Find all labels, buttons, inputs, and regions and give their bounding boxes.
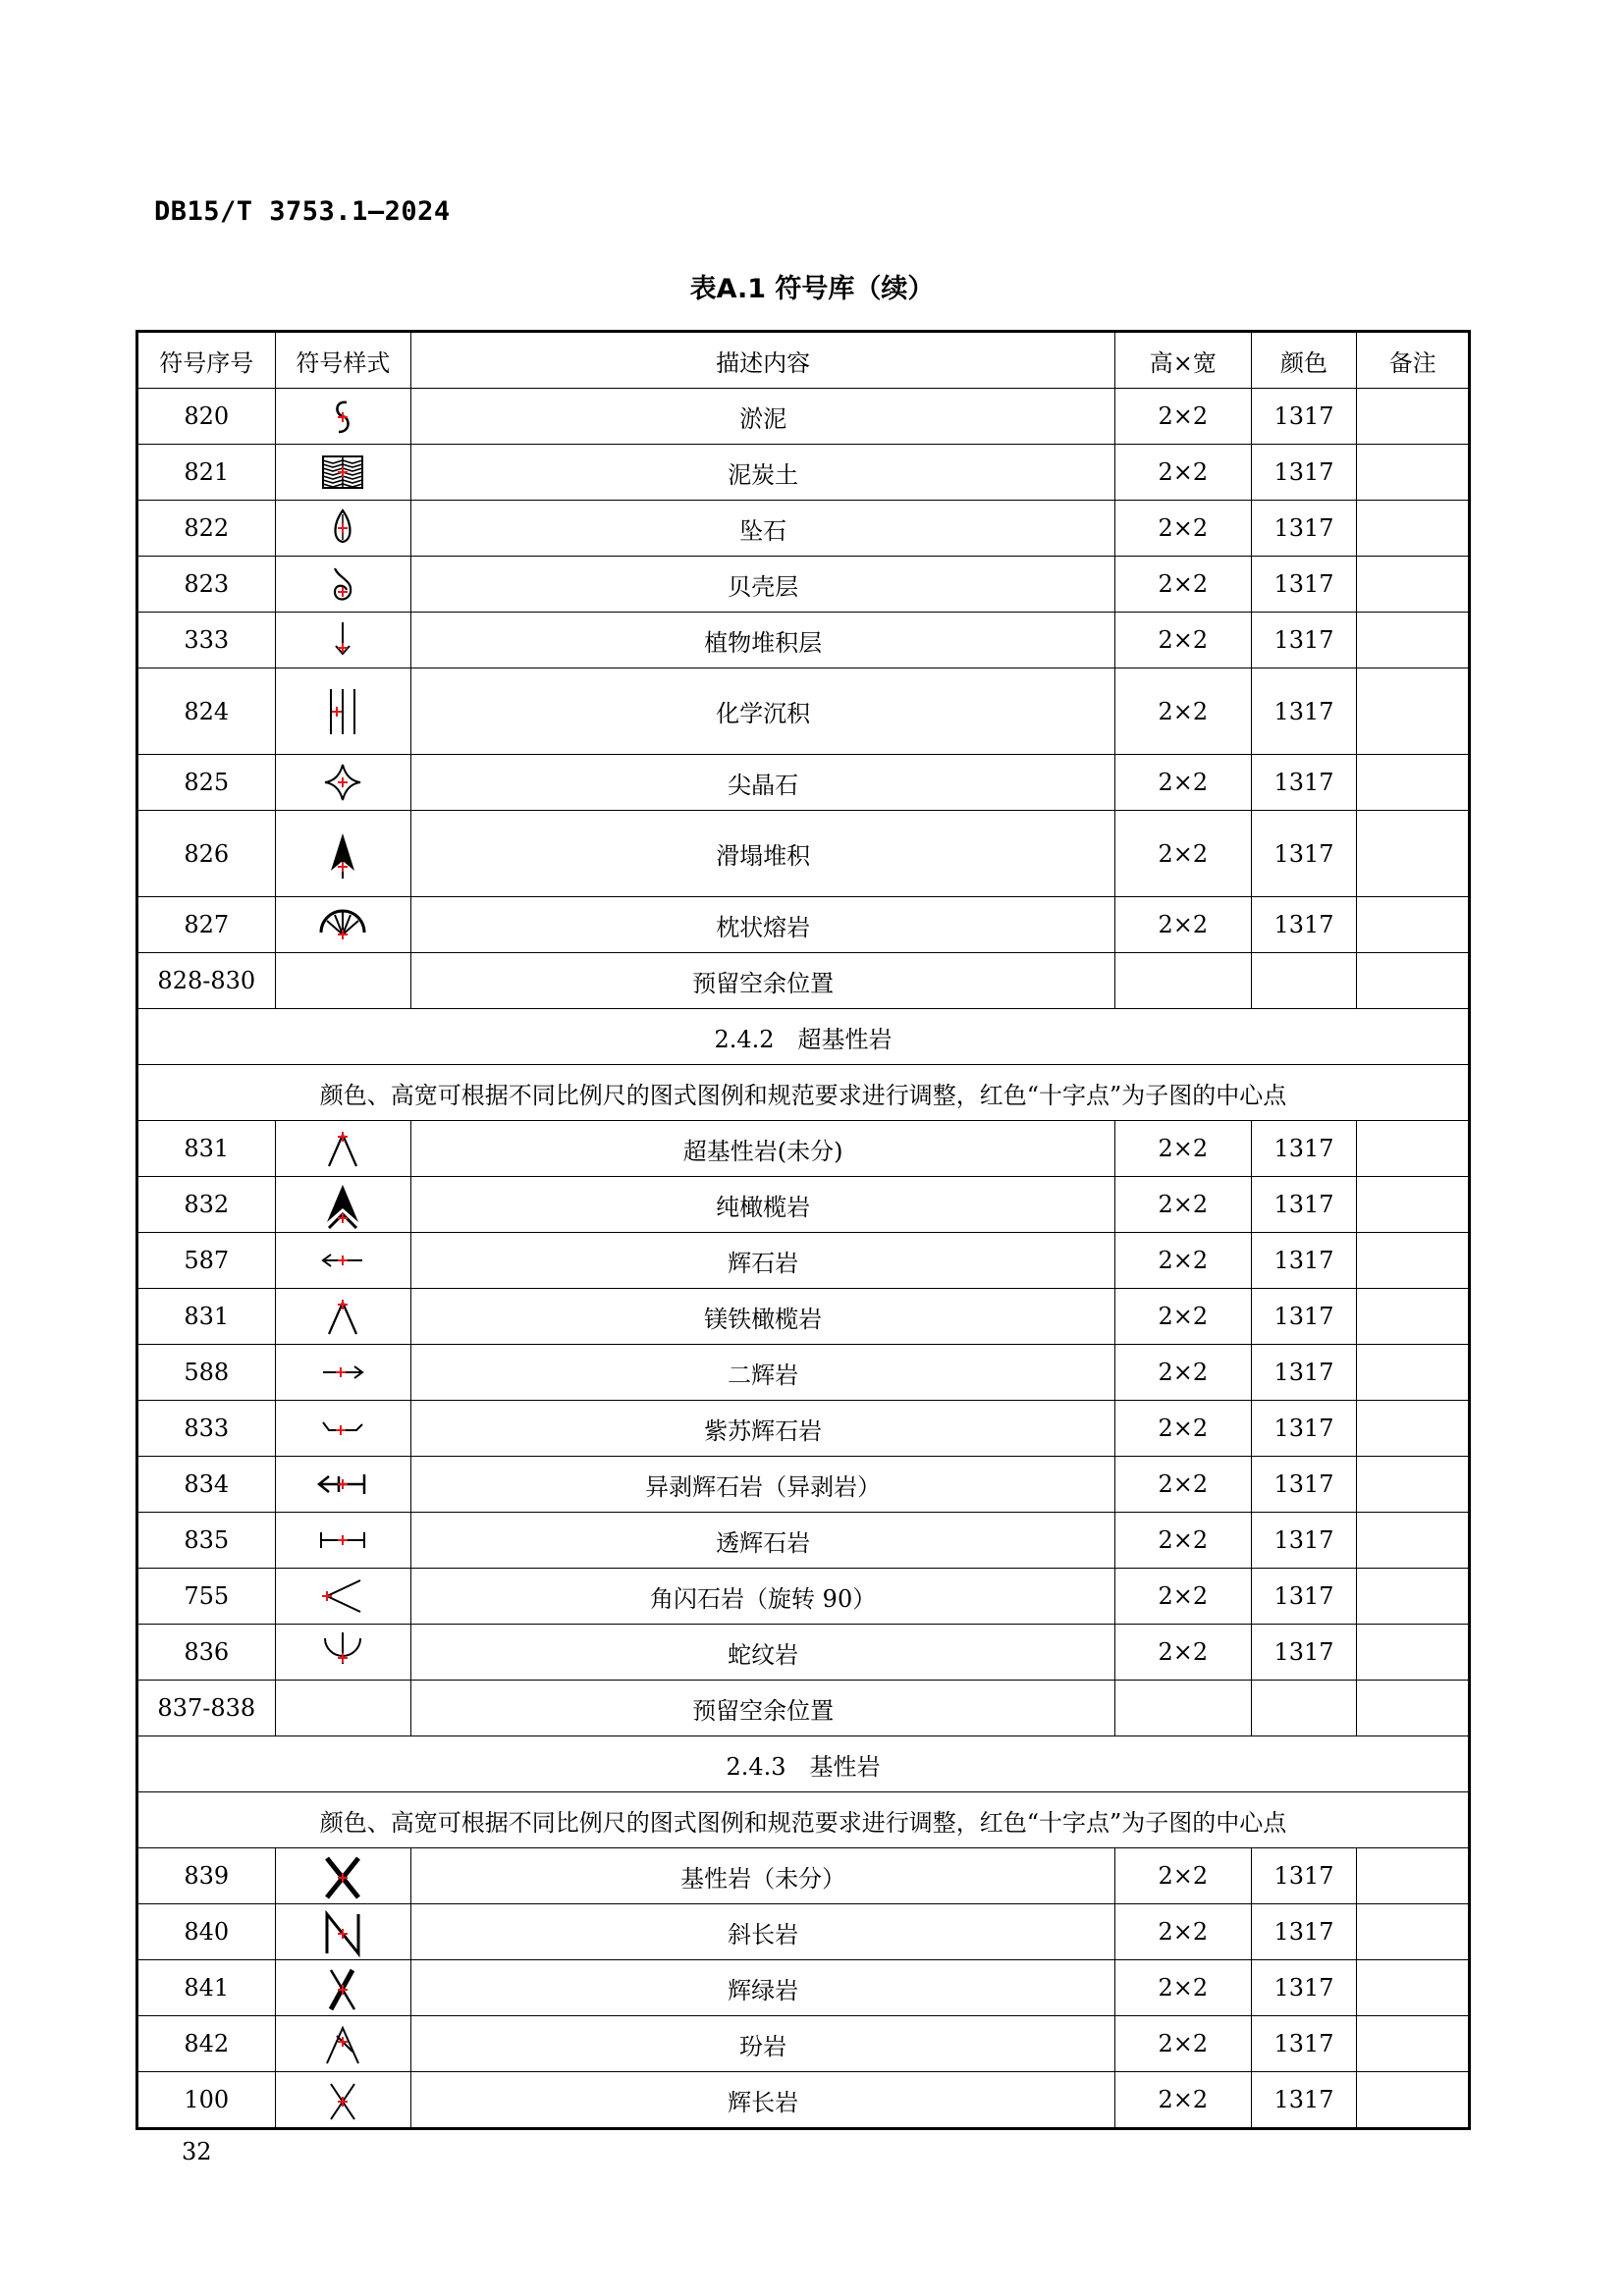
symbol-size: 2×2 [1115,1848,1252,1904]
table-row [137,1457,1470,1513]
table-row [137,1904,1470,1960]
symbol-color: 1317 [1251,1233,1357,1289]
symbol-description: 尖晶石 [411,755,1115,811]
symbol-color: 1317 [1251,1121,1357,1177]
table-row [137,1121,1470,1177]
diopsidite-icon [309,1513,376,1568]
symbol-color: 1317 [1251,613,1357,668]
table-header-row [137,332,1470,389]
symbol-remark [1357,2016,1470,2072]
symbol-description: 坠石 [411,501,1115,557]
symbol-description: 超基性岩(未分) [411,1121,1115,1177]
symbol-remark [1357,557,1470,613]
table-row [137,2016,1470,2072]
symbol-color: 1317 [1251,1848,1357,1904]
section-title-row [137,1009,1470,1065]
symbol-size: 2×2 [1115,755,1252,811]
symbol-remark [1357,445,1470,501]
symbol-style [275,501,411,557]
symbol-style [275,1904,411,1960]
symbol-remark [1357,1121,1470,1177]
symbol-id: 333 [137,613,276,668]
symbol-description: 二辉岩 [411,1345,1115,1401]
meteorite-icon [309,501,376,556]
symbol-id: 588 [137,1345,276,1401]
symbol-id: 837-838 [137,1681,276,1736]
table-row [137,1625,1470,1681]
document-code: DB15/T 3753.1—2024 [154,196,451,227]
symbol-description: 泥炭土 [411,445,1115,501]
symbol-remark [1357,1401,1470,1457]
symbol-remark [1357,1848,1470,1904]
symbol-description: 基性岩（未分） [411,1848,1115,1904]
symbol-color [1251,1681,1357,1736]
symbol-description: 预留空余位置 [411,1681,1115,1736]
symbol-description: 贝壳层 [411,557,1115,613]
symbol-description: 枕状熔岩 [411,897,1115,953]
symbol-size: 2×2 [1115,811,1252,897]
symbol-remark [1357,1457,1470,1513]
table-row [137,1848,1470,1904]
symbol-id: 755 [137,1569,276,1625]
symbol-remark [1357,1177,1470,1233]
symbol-id: 100 [137,2072,276,2129]
landslide-icon [309,826,376,882]
table-row [137,897,1470,953]
symbol-description: 辉石岩 [411,1233,1115,1289]
symbol-remark [1357,2072,1470,2129]
symbol-description: 蛇纹岩 [411,1625,1115,1681]
symbol-remark [1357,501,1470,557]
symbol-size: 2×2 [1115,613,1252,668]
websterite-icon [309,1345,376,1400]
symbol-color: 1317 [1251,1457,1357,1513]
table-title: 表A.1 符号库（续） [689,274,935,304]
table-row [137,1289,1470,1345]
symbol-color: 1317 [1251,1569,1357,1625]
symbol-remark [1357,1904,1470,1960]
symbol-style [275,445,411,501]
symbol-color: 1317 [1251,2072,1357,2129]
symbol-size: 2×2 [1115,1904,1252,1960]
symbol-size: 2×2 [1115,668,1252,755]
table-row [137,953,1470,1009]
symbol-id: 824 [137,668,276,755]
symbol-size: 2×2 [1115,1569,1252,1625]
symbol-remark [1357,755,1470,811]
symbol-id: 836 [137,1625,276,1681]
spinel-icon [309,755,376,810]
symbol-color: 1317 [1251,1289,1357,1345]
symbol-color: 1317 [1251,1513,1357,1569]
symbol-style [275,897,411,953]
symbol-style [275,2072,411,2129]
symbol-remark [1357,668,1470,755]
symbol-color [1251,953,1357,1009]
table-row [137,755,1470,811]
symbol-remark [1357,389,1470,445]
symbol-description: 化学沉积 [411,668,1115,755]
col-header-style: 符号样式 [275,332,411,389]
symbol-color: 1317 [1251,755,1357,811]
symbol-size: 2×2 [1115,557,1252,613]
symbol-color: 1317 [1251,1960,1357,2016]
table-row [137,1401,1470,1457]
symbol-style [275,1401,411,1457]
section-note: 颜色、高宽可根据不同比例尺的图式图例和规范要求进行调整，红色“十字点”为子图的中心点 [137,1065,1470,1121]
table-row [137,557,1470,613]
symbol-description: 辉长岩 [411,2072,1115,2129]
symbol-remark [1357,1289,1470,1345]
page-number: 32 [182,2138,212,2165]
pyroxenite-icon [309,1233,376,1288]
symbol-remark [1357,613,1470,668]
symbol-id: 587 [137,1233,276,1289]
symbol-id: 827 [137,897,276,953]
symbol-style [275,1457,411,1513]
symbol-color: 1317 [1251,445,1357,501]
section-note: 颜色、高宽可根据不同比例尺的图式图例和规范要求进行调整，红色“十字点”为子图的中心点 [137,1792,1470,1848]
symbol-style [275,1625,411,1681]
symbol-style [275,1121,411,1177]
table-row [137,1513,1470,1569]
section-note-row [137,1792,1470,1848]
symbol-id: 820 [137,389,276,445]
table-row [137,1345,1470,1401]
symbol-id: 840 [137,1904,276,1960]
symbol-size: 2×2 [1115,1345,1252,1401]
symbol-remark [1357,811,1470,897]
symbol-id: 841 [137,1960,276,2016]
symbol-description: 玢岩 [411,2016,1115,2072]
symbol-description: 异剥辉石岩（异剥岩） [411,1457,1115,1513]
symbol-color: 1317 [1251,1904,1357,1960]
symbol-id: 833 [137,1401,276,1457]
symbol-color: 1317 [1251,1345,1357,1401]
symbol-size: 2×2 [1115,1289,1252,1345]
symbol-size: 2×2 [1115,1625,1252,1681]
porphyrite-icon [309,2016,376,2071]
symbol-id: 835 [137,1513,276,1569]
symbol-color: 1317 [1251,1177,1357,1233]
symbol-id: 822 [137,501,276,557]
symbol-style [275,1289,411,1345]
symbol-size [1115,1681,1252,1736]
harzburgite-icon [309,1289,376,1344]
symbol-remark [1357,1233,1470,1289]
symbol-id: 831 [137,1121,276,1177]
symbol-description: 斜长岩 [411,1904,1115,1960]
symbol-style [275,1345,411,1401]
symbol-description: 透辉石岩 [411,1513,1115,1569]
symbol-size: 2×2 [1115,2016,1252,2072]
symbol-color: 1317 [1251,897,1357,953]
symbol-description: 纯橄榄岩 [411,1177,1115,1233]
symbol-description: 滑塌堆积 [411,811,1115,897]
symbol-size: 2×2 [1115,389,1252,445]
section-title-row [137,1736,1470,1792]
shell-layer-icon [309,557,376,612]
symbol-remark [1357,897,1470,953]
symbol-size: 2×2 [1115,1513,1252,1569]
table-row [137,445,1470,501]
table-row [137,1233,1470,1289]
symbol-size: 2×2 [1115,1960,1252,2016]
symbol-size: 2×2 [1115,1401,1252,1457]
symbol-style [275,1960,411,2016]
symbol-style [275,1177,411,1233]
col-header-size: 高×宽 [1115,332,1252,389]
symbol-description: 紫苏辉石岩 [411,1401,1115,1457]
symbol-color: 1317 [1251,1401,1357,1457]
symbol-style [275,1513,411,1569]
symbol-style [275,811,411,897]
ultrabasic-icon [309,1121,376,1176]
symbol-size: 2×2 [1115,1233,1252,1289]
symbol-size: 2×2 [1115,445,1252,501]
symbol-size: 2×2 [1115,2072,1252,2129]
symbol-remark [1357,1681,1470,1736]
peat-icon [309,445,376,500]
dunite-icon [309,1177,376,1232]
symbol-color: 1317 [1251,811,1357,897]
col-header-id: 符号序号 [137,332,276,389]
symbol-size: 2×2 [1115,1457,1252,1513]
symbol-id: 825 [137,755,276,811]
symbol-id: 842 [137,2016,276,2072]
pillow-lava-icon [309,897,376,952]
symbol-style [275,953,411,1009]
symbol-size [1115,953,1252,1009]
symbol-style [275,557,411,613]
symbol-style [275,389,411,445]
section-title: 2.4.3 基性岩 [137,1736,1470,1792]
symbol-size: 2×2 [1115,501,1252,557]
table-row [137,1177,1470,1233]
hornblendite-icon [309,1569,376,1624]
table-row [137,811,1470,897]
symbol-description: 镁铁橄榄岩 [411,1289,1115,1345]
symbol-size: 2×2 [1115,897,1252,953]
gabbro-icon [309,2072,376,2127]
symbol-style [275,1848,411,1904]
symbol-remark [1357,1960,1470,2016]
anorthosite-icon [309,1904,376,1959]
symbol-color: 1317 [1251,2016,1357,2072]
clinopyroxenite-icon [309,1457,376,1512]
symbol-id: 821 [137,445,276,501]
table-row [137,389,1470,445]
plant-deposit-icon [309,613,376,667]
symbol-remark [1357,1569,1470,1625]
symbol-style [275,1569,411,1625]
symbol-id: 839 [137,1848,276,1904]
serpentinite-icon [309,1625,376,1680]
symbol-remark [1357,953,1470,1009]
table-row [137,501,1470,557]
basic-rock-icon [309,1848,376,1903]
table-row [137,1960,1470,2016]
col-header-color: 颜色 [1251,332,1357,389]
col-header-remark: 备注 [1357,332,1470,389]
symbol-id: 832 [137,1177,276,1233]
table-row [137,1681,1470,1736]
section-note-row [137,1065,1470,1121]
symbol-remark [1357,1625,1470,1681]
symbol-style [275,1681,411,1736]
table-row [137,2072,1470,2129]
symbol-description: 角闪石岩（旋转 90） [411,1569,1115,1625]
symbol-style [275,2016,411,2072]
symbol-library-table [135,330,1471,2130]
symbol-description: 预留空余位置 [411,953,1115,1009]
hypersthenite-icon [309,1401,376,1456]
symbol-id: 826 [137,811,276,897]
table-row [137,1569,1470,1625]
symbol-color: 1317 [1251,668,1357,755]
symbol-style [275,1233,411,1289]
section-title: 2.4.2 超基性岩 [137,1009,1470,1065]
silt-icon [309,389,376,444]
symbol-size: 2×2 [1115,1121,1252,1177]
symbol-id: 834 [137,1457,276,1513]
symbol-description: 辉绿岩 [411,1960,1115,2016]
symbol-color: 1317 [1251,1625,1357,1681]
col-header-description: 描述内容 [411,332,1115,389]
symbol-color: 1317 [1251,389,1357,445]
symbol-id: 831 [137,1289,276,1345]
symbol-description: 淤泥 [411,389,1115,445]
symbol-id: 828-830 [137,953,276,1009]
table-row [137,613,1470,668]
symbol-id: 823 [137,557,276,613]
symbol-size: 2×2 [1115,1177,1252,1233]
symbol-remark [1357,1345,1470,1401]
symbol-style [275,668,411,755]
table-row [137,668,1470,755]
symbol-color: 1317 [1251,501,1357,557]
symbol-style [275,613,411,668]
symbol-description: 植物堆积层 [411,613,1115,668]
symbol-remark [1357,1513,1470,1569]
diabase-icon [309,1960,376,2015]
symbol-color: 1317 [1251,557,1357,613]
chemical-deposit-icon [309,683,376,740]
symbol-style [275,755,411,811]
